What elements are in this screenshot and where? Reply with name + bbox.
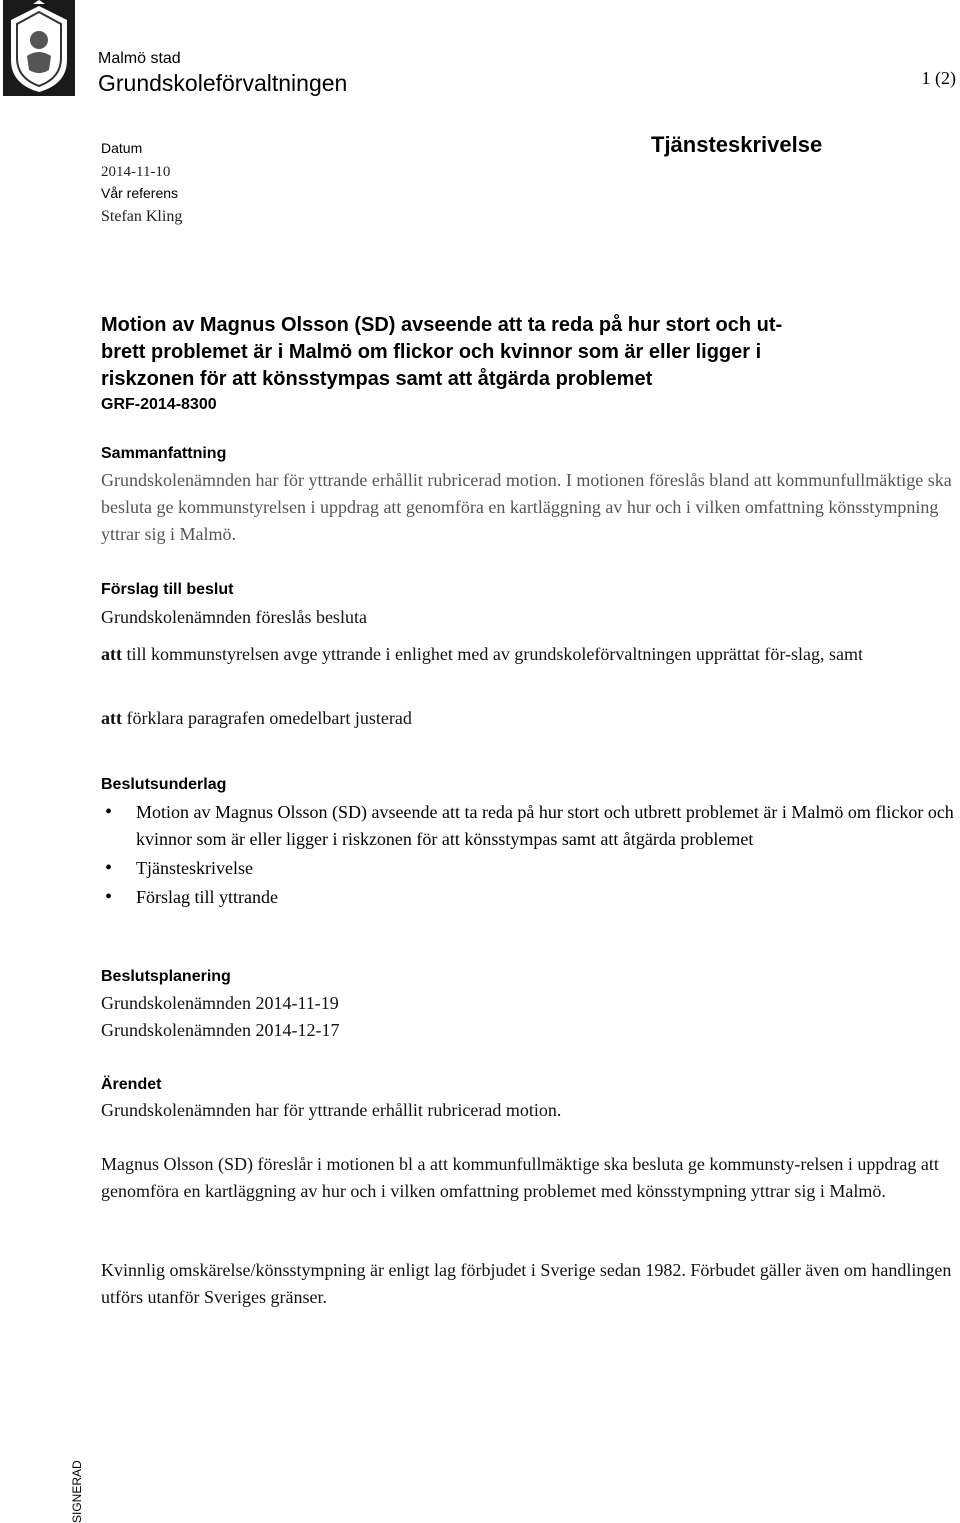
organization-name: Malmö stad [98, 50, 181, 67]
reference-value: Stefan Kling [101, 208, 183, 225]
reference-label: Vår referens [101, 185, 179, 201]
planning-line: Grundskolenämnden 2014-11-19 [101, 993, 339, 1013]
matter-paragraph: Grundskolenämnden har för yttrande erhållit rubricerad motion. [101, 1100, 562, 1120]
matter-paragraph: Magnus Olsson (SD) föreslår i motionen bl a att kommunfullmäktige ska besluta ge kommunsty-relsen i uppdrag att genomföra en kartläggning av hur och i vilken omfattning problemet med könsstympning yttrar sig i Malmö. [101, 1154, 939, 1201]
proposal-keyword: att [101, 644, 122, 664]
summary-text: Grundskolenämnden har för yttrande erhållit rubricerad motion. I motionen föreslås bland att kommunfullmäktige ska besluta ge kommunstyrelsen i uppdrag att genomföra en kartläggning av hur och i vilken omfattning könsstympning yttrar sig i Malmö. [101, 470, 952, 544]
title-line: brett problemet är i Malmö om flickor och kvinnor som är eller ligger i [101, 341, 762, 363]
proposal-item-text: till kommunstyrelsen avge yttrande i enlighet med av grundskoleförvaltningen upprättat för-slag, samt [122, 644, 863, 664]
title-line: riskzonen för att könsstympas samt att åtgärda problemet [101, 368, 653, 390]
title-line: Motion av Magnus Olsson (SD) avseende att ta reda på hur stort och ut- [101, 314, 783, 336]
coat-of-arms-icon [3, 0, 75, 96]
basis-heading: Beslutsunderlag [101, 776, 227, 793]
document-title [101, 312, 891, 393]
date-value: 2014-11-10 [101, 164, 171, 180]
signed-stamp [56, 1448, 96, 1523]
list-item: • Tjänsteskrivelse [101, 855, 960, 882]
planning-line: Grundskolenämnden 2014-12-17 [101, 1020, 340, 1040]
proposal-heading: Förslag till beslut [101, 581, 234, 598]
reference-number: GRF-2014-8300 [101, 396, 217, 413]
proposal-item [101, 641, 956, 668]
date-label: Datum [101, 140, 143, 156]
list-item: • Förslag till yttrande [101, 884, 960, 911]
matter-heading: Ärendet [101, 1076, 162, 1093]
proposal-intro: Grundskolenämnden föreslås besluta [101, 607, 367, 627]
proposal-item-text: förklara paragrafen omedelbart justerad [122, 708, 412, 728]
basis-list [101, 799, 960, 913]
proposal-keyword: att [101, 708, 122, 728]
proposal-item [101, 705, 960, 732]
page-number: 1 (2) [921, 68, 956, 88]
planning-heading: Beslutsplanering [101, 968, 231, 985]
department-name: Grundskoleförvaltningen [98, 70, 348, 96]
summary-heading: Sammanfattning [101, 445, 227, 462]
matter-paragraph: Kvinnlig omskärelse/könsstympning är enligt lag förbjudet i Sverige sedan 1982. Förbudet gäller även om handlingen utförs utanför Sveriges gränser. [101, 1260, 952, 1307]
list-item: • Motion av Magnus Olsson (SD) avseende att ta reda på hur stort och utbrett problemet är i Malmö om flickor och kvinnor som är eller ligger i riskzonen för att könsstympas samt att åtgärda problemet [101, 799, 960, 853]
document-type: Tjänsteskrivelse [651, 132, 823, 157]
signed-label: SIGNERAD [70, 1460, 84, 1523]
